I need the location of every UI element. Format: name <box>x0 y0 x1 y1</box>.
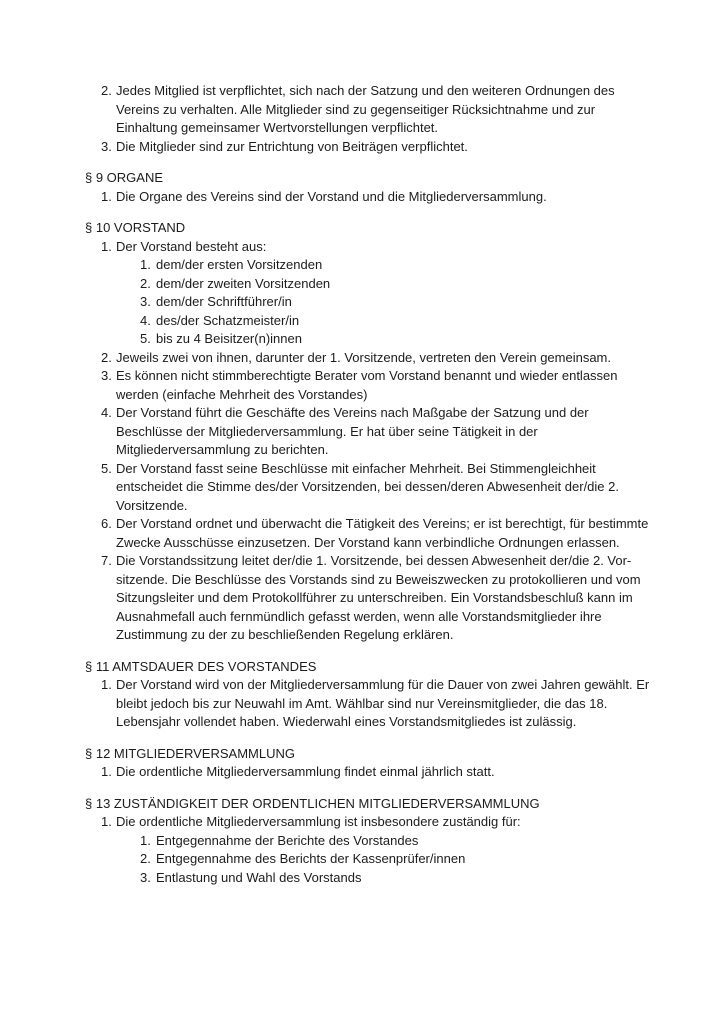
section-heading: § 12 MITGLIEDERVERSAMMLUNG <box>85 745 295 761</box>
item-body <box>116 349 656 368</box>
item-body <box>116 552 656 645</box>
section <box>85 658 656 732</box>
item-text: Die ordentliche Mitgliederversammlung ist insbesondere zuständig für: <box>116 814 521 829</box>
item-text: Die Organe des Vereins sind der Vorstand und die Mitgliederversammlung. <box>116 188 547 204</box>
item-number: 6. <box>101 516 112 531</box>
sublist-item <box>116 256 656 275</box>
sublist-item <box>116 312 656 331</box>
item-text: Der Vorstand ordnet und überwacht die Tätigkeit des Vereins; er ist berechtigt, für bestimmte Zwecke Ausschüsse einzusetzen. Der Vorstand kann verbindliche Ordnungen erlassen. <box>116 516 649 550</box>
subitem-number: 3. <box>140 294 151 309</box>
item-body <box>116 515 656 552</box>
subitem-body <box>156 293 656 312</box>
subitem-text: dem/der Schriftführer/in <box>156 294 292 309</box>
item-text: Die Vorstandssitzung leitet der/die 1. Vorsitzende, bei dessen Abwesenheit der/die 2. Vor- sitzende. Die Beschlüsse des Vorstands sind zu Beweiszwecken zu protokollieren und vom Sitzungsleiter und dem Protokollführer zu unterschreiben. Ein Vorstandsbeschluß kann im Ausnahmefall auch fernmündlich gefasst werden, wenn alle Vorstandsmitglieder ihre Zustimmung zu der zu beschließenden Regelung erklären. <box>116 553 641 642</box>
subitem-text: des/der Schatzmeister/in <box>156 312 300 328</box>
section-heading: § 9 ORGANE <box>85 170 164 185</box>
subitem-body <box>156 275 656 294</box>
item-number: 1. <box>101 188 112 204</box>
item-text: Der Vorstand wird von der Mitgliederversammlung für die Dauer von zwei Jahren gewählt. Er bleibt jedoch bis zur Neuwahl im Amt. Wählbar sind nur Vereinsmitglieder, die das 18. Lebensjahr vollendet haben. Wiederwahl eines Vorstandsmitgliedes ist zulässig. <box>116 677 650 729</box>
sublist-item <box>116 869 656 888</box>
item-body <box>116 763 656 782</box>
item-text: Die Mitglieder sind zur Entrichtung von Beiträgen verpflichtet. <box>116 138 468 154</box>
section <box>85 82 656 156</box>
section <box>85 219 656 645</box>
list-item <box>85 460 656 516</box>
subitem-number: 2. <box>140 275 151 291</box>
subitem-body <box>156 330 656 349</box>
list-item <box>85 404 656 460</box>
item-number: 2. <box>101 83 112 98</box>
list-item <box>85 188 656 207</box>
item-number: 3. <box>101 138 112 154</box>
document-body <box>85 82 656 887</box>
item-body <box>116 238 656 349</box>
subitem-number: 3. <box>140 869 151 885</box>
subitem-text: bis zu 4 Beisitzer(n)innen <box>156 331 302 346</box>
list-item <box>85 138 656 157</box>
item-number: 4. <box>101 405 112 420</box>
subitem-text: Entgegennahme des Berichts der Kassenprüfer/innen <box>156 851 466 866</box>
item-text: Jeweils zwei von ihnen, darunter der 1. Vorsitzende, vertreten den Verein gemeinsam. <box>116 349 611 365</box>
item-text: Die ordentliche Mitgliederversammlung findet einmal jährlich statt. <box>116 764 495 779</box>
subitem-text: dem/der zweiten Vorsitzenden <box>156 275 331 291</box>
item-text: Es können nicht stimmberechtigte Berater vom Vorstand benannt und wieder entlassen werden (einfache Mehrheit des Vorstandes) <box>116 368 618 402</box>
subitem-body <box>156 312 656 331</box>
list-item <box>85 367 656 404</box>
item-body <box>116 676 656 732</box>
item-body <box>116 188 656 207</box>
list-item <box>85 552 656 645</box>
list-item <box>85 349 656 368</box>
item-number: 1. <box>101 238 112 254</box>
sublist-item <box>116 330 656 349</box>
subitem-number: 2. <box>140 851 151 866</box>
sublist-item <box>116 850 656 869</box>
item-body <box>116 367 656 404</box>
list-item <box>85 813 656 887</box>
subitem-text: dem/der ersten Vorsitzenden <box>156 257 323 272</box>
item-number: 1. <box>101 814 112 829</box>
item-number: 1. <box>101 764 112 779</box>
item-body <box>116 460 656 516</box>
list-item <box>85 763 656 782</box>
item-text: Jedes Mitglied ist verpflichtet, sich nach der Satzung und den weiteren Ordnungen des Vereins zu verhalten. Alle Mitglieder sind zu gegenseitiger Rücksichtnahme und zur Einhaltung gemeinsamer Wertvorstellungen verpflichtet. <box>116 83 615 135</box>
subitem-number: 5. <box>140 331 151 346</box>
list-item <box>85 676 656 732</box>
subitem-text: Entgegennahme der Berichte des Vorstandes <box>156 832 419 848</box>
section-heading: § 13 ZUSTÄNDIGKEIT DER ORDENTLICHEN MITGLIEDERVERSAMMLUNG <box>85 795 540 811</box>
item-number: 5. <box>101 460 112 476</box>
item-text: Der Vorstand besteht aus: <box>116 238 267 254</box>
subitem-number: 4. <box>140 312 151 328</box>
item-number: 1. <box>101 677 112 692</box>
sublist-item <box>116 832 656 851</box>
subitem-number: 1. <box>140 832 151 848</box>
item-body <box>116 404 656 460</box>
section <box>85 169 656 206</box>
sublist-item <box>116 275 656 294</box>
subitem-number: 1. <box>140 257 151 272</box>
subitem-body <box>156 256 656 275</box>
subitem-text: Entlastung und Wahl des Vorstands <box>156 869 362 885</box>
section <box>85 745 656 782</box>
subitem-body <box>156 850 656 869</box>
list-item <box>85 82 656 138</box>
sublist-item <box>116 293 656 312</box>
section-heading: § 11 AMTSDAUER DES VORSTANDES <box>85 658 317 674</box>
item-number: 3. <box>101 368 112 383</box>
item-number: 2. <box>101 349 112 365</box>
subitem-body <box>156 832 656 851</box>
section-heading: § 10 VORSTAND <box>85 220 186 235</box>
item-number: 7. <box>101 553 112 568</box>
section <box>85 795 656 888</box>
list-item <box>85 238 656 349</box>
item-text: Der Vorstand führt die Geschäfte des Vereins nach Maßgabe der Satzung und der Beschlüsse der Mitgliederversammlung. Er hat über seine Tätigkeit in der Mitgliederversammlung zu berichten. <box>116 405 589 457</box>
subitem-body <box>156 869 656 888</box>
item-body <box>116 138 656 157</box>
item-body <box>116 813 656 887</box>
item-text: Der Vorstand fasst seine Beschlüsse mit einfacher Mehrheit. Bei Stimmengleichheit entscheidet die Stimme des/der Vorsitzenden, bei dessen/deren Abwesenheit der/die 2. Vorsitzende. <box>116 460 619 513</box>
item-body <box>116 82 656 138</box>
list-item <box>85 515 656 552</box>
